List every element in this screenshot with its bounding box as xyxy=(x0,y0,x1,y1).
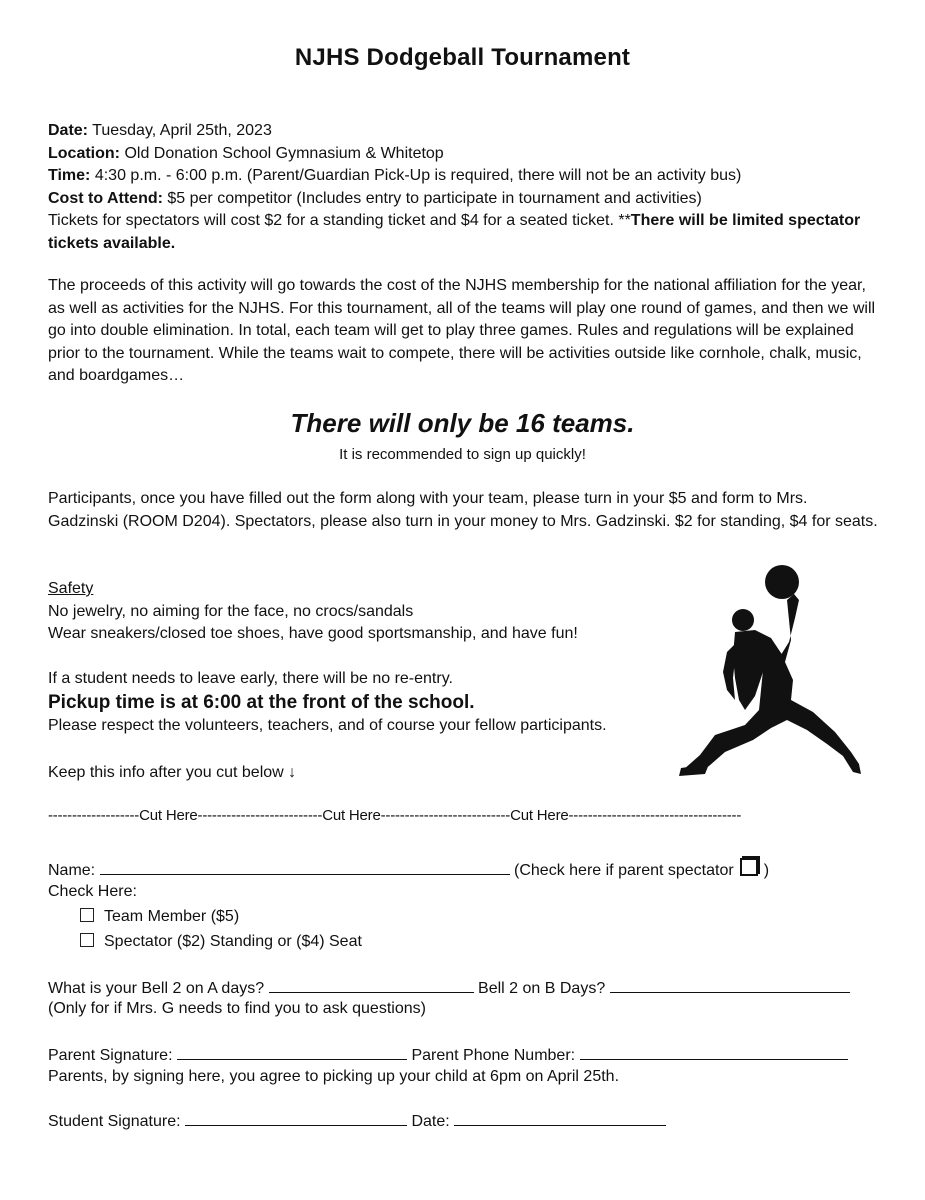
basketball-player-silhouette-icon xyxy=(675,560,870,785)
only-for-note: (Only for if Mrs. G needs to find you to ask questions) xyxy=(48,1000,426,1017)
location-label: Location: xyxy=(48,144,120,162)
parent-signature-field[interactable] xyxy=(177,1045,407,1060)
student-signature-field[interactable] xyxy=(185,1111,407,1126)
bell-a-field[interactable] xyxy=(269,978,474,993)
student-row xyxy=(48,1111,666,1131)
time-row xyxy=(48,165,888,188)
spectator-checkbox[interactable] xyxy=(80,933,94,947)
name-label: Name: xyxy=(48,862,96,879)
bell-a-label: What is your Bell 2 on A days? xyxy=(48,980,265,997)
student-signature-label: Student Signature: xyxy=(48,1113,181,1130)
time-value: 4:30 p.m. - 6:00 p.m. (Parent/Guardian Pick-Up is required, there will not be an activity bus) xyxy=(90,167,742,185)
check-here-label: Check Here: xyxy=(48,883,137,900)
date-field[interactable] xyxy=(454,1111,666,1126)
leave-line-1: If a student needs to leave early, there will be no re-entry. xyxy=(48,670,453,687)
pickup-time: Pickup time is at 6:00 at the front of the school. xyxy=(48,691,475,713)
tickets-row xyxy=(48,210,888,255)
cost-label: Cost to Attend: xyxy=(48,189,163,207)
spectator-option xyxy=(80,933,362,951)
leave-line-3: Please respect the volunteers, teachers, and of course your fellow participants. xyxy=(48,716,607,734)
cost-row xyxy=(48,188,888,211)
safety-heading: Safety xyxy=(48,580,94,597)
cut-line: -------------------Cut Here--------------------------Cut Here---------------------------Cut Here------------------------------------ xyxy=(48,807,742,824)
tickets-text: Tickets for spectators will cost $2 for a standing ticket and $4 for a seated ticket. ** xyxy=(48,212,631,230)
bell-b-label: Bell 2 on B Days? xyxy=(478,980,606,997)
parent-signature-label: Parent Signature: xyxy=(48,1047,173,1064)
team-member-label: Team Member ($5) xyxy=(104,908,240,925)
bell-row xyxy=(48,978,850,998)
date-value: Tuesday, April 25th, 2023 xyxy=(88,122,272,139)
location-value: Old Donation School Gymnasium & Whitetop xyxy=(120,144,444,162)
tickets-bold: There will be limited spectator tickets available. xyxy=(48,212,861,252)
location-row xyxy=(48,143,888,166)
safety-line-1: No jewelry, no aiming for the face, no crocs/sandals xyxy=(48,602,414,620)
name-row xyxy=(48,858,769,880)
time-label: Time: xyxy=(48,167,91,185)
description-paragraph: The proceeds of this activity will go towards the cost of the NJHS membership for the national affiliation for the year, as well as activities for the NJHS. For this tournament, all of the teams will play one round of games, and then we will go into double elimination. In total, each team will get to play three games. Rules and regulations will be explained prior to the tournament. While the teams wait to compete, there will be activities outside like cornhole, chalk, music, and boardgames… xyxy=(48,277,876,385)
parent-phone-label: Parent Phone Number: xyxy=(411,1047,576,1064)
parent-phone-field[interactable] xyxy=(580,1045,848,1060)
parents-agree-note: Parents, by signing here, you agree to picking up your child at 6pm on April 25th. xyxy=(48,1068,620,1085)
parent-row xyxy=(48,1045,848,1065)
date-label: Date: xyxy=(48,122,89,139)
page-title: NJHS Dodgeball Tournament xyxy=(294,44,631,71)
team-member-checkbox[interactable] xyxy=(80,908,94,922)
name-field[interactable] xyxy=(100,860,510,875)
date-field-label: Date: xyxy=(411,1113,450,1130)
cost-value: $5 per competitor (Includes entry to participate in tournament and activities) xyxy=(162,189,702,207)
parent-spectator-close: ) xyxy=(763,862,770,879)
team-member-option xyxy=(80,908,239,926)
date-row xyxy=(48,120,888,143)
spectator-label: Spectator ($2) Standing or ($4) Seat xyxy=(104,933,362,950)
parent-spectator-label: (Check here if parent spectator xyxy=(509,862,734,879)
event-info xyxy=(48,120,888,256)
parent-spectator-checkbox[interactable] xyxy=(740,858,758,876)
teams-headline: There will only be 16 teams. xyxy=(290,408,635,438)
teams-subtext: It is recommended to sign up quickly! xyxy=(339,446,586,463)
keep-info: Keep this info after you cut below ↓ xyxy=(48,764,297,781)
bell-b-field[interactable] xyxy=(610,978,850,993)
safety-line-2: Wear sneakers/closed toe shoes, have good sportsmanship, and have fun! xyxy=(48,625,578,643)
participants-paragraph: Participants, once you have filled out the form along with your team, please turn in your $5 and form to Mrs. Gadzinski (ROOM D204). Spectators, please also turn in your money to Mrs. Gadzinski. $2 for standing, $4 for seats. xyxy=(48,490,878,530)
